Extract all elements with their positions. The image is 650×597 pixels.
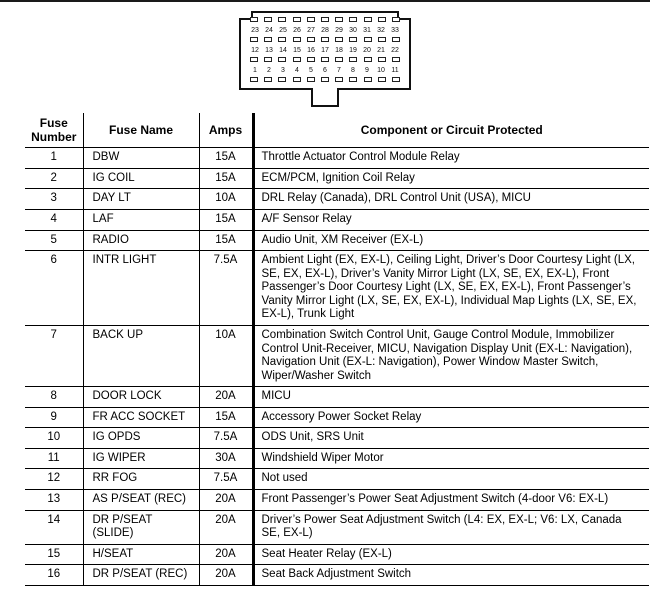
fuse-row [25,469,649,490]
pin-numbers-row [250,66,400,75]
fuse-name-cell: DAY LT [83,189,199,210]
pin-number: 9 [365,66,369,74]
pin-number: 24 [265,26,273,34]
fuse-amps-cell: 20A [199,565,253,586]
pin-square [293,17,301,22]
pin-square [335,37,343,42]
fuse-row [25,448,649,469]
pin-square [378,37,386,42]
fuse-number-cell: 4 [25,210,83,231]
fuse-row [25,230,649,251]
fuse-component-cell: Seat Heater Relay (EX-L) [253,544,649,565]
fuse-amps-cell: 30A [199,448,253,469]
fuse-row [25,428,649,449]
pin-number: 22 [391,46,399,54]
pin-square [307,17,315,22]
pin-number: 14 [279,46,287,54]
fuse-name-cell: DR P/SEAT (SLIDE) [83,510,199,544]
pin-square [335,17,343,22]
fuse-component-cell: ECM/PCM, Ignition Coil Relay [253,168,649,189]
fuse-row [25,407,649,428]
fuse-amps-cell: 10A [199,325,253,386]
pin-squares-row [250,57,400,63]
pin-number: 28 [321,26,329,34]
fuse-row [25,148,649,169]
fuse-number-cell: 8 [25,387,83,408]
fuse-number-cell: 6 [25,251,83,326]
pin-number: 7 [337,66,341,74]
connector-pins [250,17,400,83]
fuse-table-header-row [25,113,649,148]
pin-square [335,57,343,62]
pin-number: 8 [351,66,355,74]
fuse-row [25,251,649,326]
fuse-name-cell: DR P/SEAT (REC) [83,565,199,586]
fuse-amps-cell: 7.5A [199,428,253,449]
pin-square [250,57,258,62]
pin-square [378,77,386,82]
pin-square [364,57,372,62]
pin-number: 18 [335,46,343,54]
fuse-component-cell: DRL Relay (Canada), DRL Control Unit (USA), MICU [253,189,649,210]
pin-square [264,37,272,42]
fuse-row [25,189,649,210]
pin-square [364,77,372,82]
pin-numbers-row [250,46,400,55]
pin-square [264,17,272,22]
fuse-name-cell: IG COIL [83,168,199,189]
pin-square [392,57,400,62]
fuse-amps-cell: 20A [199,490,253,511]
fuse-number-cell: 1 [25,148,83,169]
header-component: Component or Circuit Protected [253,113,649,148]
fuse-row [25,210,649,231]
fuse-component-cell: Combination Switch Control Unit, Gauge Control Module, Immobilizer Control Unit-Receiver, MICU, Navigation Display Unit (EX-L: Navigation), Navigation Unit (EX-L: Navigation), Power Window Master Switch, Wiper/Washer Switch [253,325,649,386]
pin-squares-row [250,37,400,43]
fuse-name-cell: BACK UP [83,325,199,386]
pin-number: 6 [323,66,327,74]
fuse-name-cell: RADIO [83,230,199,251]
pin-number: 32 [377,26,385,34]
pin-square [293,77,301,82]
pin-number: 20 [363,46,371,54]
pin-number: 19 [349,46,357,54]
pin-number: 16 [307,46,315,54]
pin-number: 23 [251,26,259,34]
fuse-amps-cell: 15A [199,148,253,169]
pin-number: 5 [309,66,313,74]
pin-number: 2 [267,66,271,74]
pin-number: 25 [279,26,287,34]
pin-square [392,17,400,22]
pin-square [335,77,343,82]
fuse-amps-cell: 7.5A [199,469,253,490]
pin-square [250,17,258,22]
fuse-component-cell: Ambient Light (EX, EX-L), Ceiling Light, Driver’s Door Courtesy Light (LX, SE, EX, EX-L), Driver’s Vanity Mirror Light (LX, SE, EX, EX-L), Front Passenger’s Door Courtesy Light (LX, SE, EX, EX-L), Front Passenger’s Vanity Mirror Light (LX, SE, EX, EX-L), Individual Map Lights (LX, SE, EX, EX-L), Trunk Light [253,251,649,326]
pin-square [349,17,357,22]
fuse-name-cell: FR ACC SOCKET [83,407,199,428]
pin-square [250,77,258,82]
pin-square [293,57,301,62]
fuse-row [25,544,649,565]
fuse-amps-cell: 7.5A [199,251,253,326]
fuse-number-cell: 12 [25,469,83,490]
fuse-component-cell: Audio Unit, XM Receiver (EX-L) [253,230,649,251]
fuse-component-cell: ODS Unit, SRS Unit [253,428,649,449]
fuse-number-cell: 2 [25,168,83,189]
fuse-number-cell: 14 [25,510,83,544]
fuse-component-cell: Not used [253,469,649,490]
pin-square [321,57,329,62]
fuse-name-cell: DOOR LOCK [83,387,199,408]
pin-square [293,37,301,42]
pin-square [278,37,286,42]
pin-number: 3 [281,66,285,74]
fuse-row [25,490,649,511]
fuse-component-cell: Accessory Power Socket Relay [253,407,649,428]
header-amps: Amps [199,113,253,148]
pin-number: 12 [251,46,259,54]
fuse-number-cell: 5 [25,230,83,251]
pin-number: 30 [349,26,357,34]
pin-square [349,77,357,82]
pin-square [307,37,315,42]
fuse-name-cell: IG OPDS [83,428,199,449]
pin-number: 11 [391,66,399,74]
pin-number: 21 [377,46,385,54]
fuse-amps-cell: 20A [199,510,253,544]
fuse-component-cell: A/F Sensor Relay [253,210,649,231]
fuse-table [25,113,649,586]
fuse-row [25,387,649,408]
fuse-amps-cell: 20A [199,544,253,565]
pin-number: 33 [391,26,399,34]
header-fuse-number: Fuse Number [25,113,83,148]
fuse-table-body [25,148,649,586]
pin-number: 15 [293,46,301,54]
fuse-amps-cell: 15A [199,168,253,189]
fuse-amps-cell: 15A [199,210,253,231]
fuse-component-cell: Seat Back Adjustment Switch [253,565,649,586]
pin-square [278,17,286,22]
pin-number: 31 [363,26,371,34]
fuse-number-cell: 9 [25,407,83,428]
fuse-number-cell: 16 [25,565,83,586]
fuse-component-cell: MICU [253,387,649,408]
pin-square [278,77,286,82]
pin-square [378,57,386,62]
fuse-number-cell: 15 [25,544,83,565]
pin-square [392,77,400,82]
fuse-name-cell: INTR LIGHT [83,251,199,326]
fuse-row [25,325,649,386]
fuse-row [25,510,649,544]
fuse-amps-cell: 20A [199,387,253,408]
fuse-name-cell: LAF [83,210,199,231]
pin-square [278,57,286,62]
fuse-row [25,565,649,586]
pin-square [321,37,329,42]
fuse-component-cell: Driver’s Power Seat Adjustment Switch (L4: EX, EX-L; V6: LX, Canada SE, EX-L) [253,510,649,544]
pin-square [321,77,329,82]
pin-number: 1 [253,66,257,74]
pin-number: 27 [307,26,315,34]
pin-square [349,57,357,62]
fuse-number-cell: 10 [25,428,83,449]
fuse-amps-cell: 15A [199,407,253,428]
pin-square [307,57,315,62]
pin-square [392,37,400,42]
fuse-number-cell: 13 [25,490,83,511]
pin-numbers-row [250,26,400,35]
page-top-rule [0,0,650,2]
header-fuse-name: Fuse Name [83,113,199,148]
fuse-amps-cell: 15A [199,230,253,251]
fuse-name-cell: RR FOG [83,469,199,490]
pin-number: 4 [295,66,299,74]
pin-squares-row [250,77,400,83]
fuse-box-connector-diagram [230,9,420,109]
pin-square [264,57,272,62]
pin-square [307,77,315,82]
pin-number: 29 [335,26,343,34]
fuse-row [25,168,649,189]
fuse-component-cell: Front Passenger’s Power Seat Adjustment Switch (4-door V6: EX-L) [253,490,649,511]
fuse-name-cell: AS P/SEAT (REC) [83,490,199,511]
pin-squares-row [250,17,400,23]
pin-number: 17 [321,46,329,54]
fuse-amps-cell: 10A [199,189,253,210]
pin-square [378,17,386,22]
pin-square [364,37,372,42]
pin-square [349,37,357,42]
pin-square [321,17,329,22]
fuse-number-cell: 7 [25,325,83,386]
fuse-name-cell: IG WIPER [83,448,199,469]
pin-number: 13 [265,46,273,54]
fuse-number-cell: 3 [25,189,83,210]
fuse-name-cell: H/SEAT [83,544,199,565]
pin-square [264,77,272,82]
pin-square [250,37,258,42]
fuse-name-cell: DBW [83,148,199,169]
pin-number: 26 [293,26,301,34]
fuse-component-cell: Windshield Wiper Motor [253,448,649,469]
fuse-component-cell: Throttle Actuator Control Module Relay [253,148,649,169]
pin-number: 10 [377,66,385,74]
fuse-number-cell: 11 [25,448,83,469]
pin-square [364,17,372,22]
